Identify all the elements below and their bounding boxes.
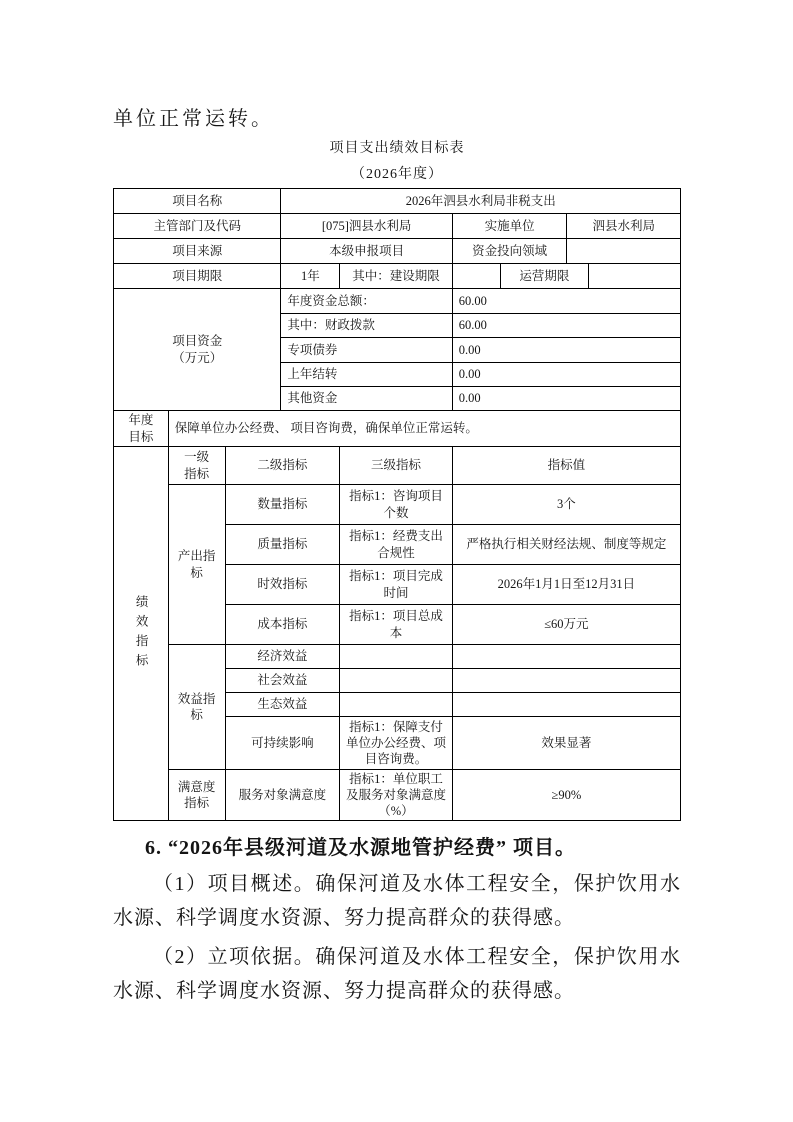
section6-paragraph-2: （2）立项依据。确保河道及水体工程安全，保护饮用水水源、科学调度水资源、努力提高群众的获得感。 [113, 946, 681, 1002]
row-project-period [114, 264, 680, 289]
indicators-header-row [169, 447, 680, 485]
fund-row-label: 其中：财政拨款 [281, 314, 452, 338]
fund-row [281, 289, 680, 314]
indicator-value [453, 693, 680, 717]
fund-row [281, 338, 680, 363]
indicators-side-label [114, 447, 169, 820]
section6-paragraph-1: （1）项目概述。确保河道及水体工程安全，保护饮用水水源、科学调度水资源、努力提高群众的获得感。 [113, 873, 681, 929]
impl-unit-label: 实施单位 [453, 214, 568, 239]
indicator-level2: 生态效益 [226, 693, 341, 717]
performance-target-table [113, 188, 681, 821]
indicator-row [226, 717, 680, 770]
project-name-value: 2026年泗县水利局非税支出 [281, 189, 680, 214]
indicator-row [226, 605, 680, 645]
build-period-value [453, 264, 501, 289]
fund-row-label: 专项债券 [281, 338, 452, 363]
indicator-row [226, 485, 680, 525]
row-annual-goal [114, 411, 680, 447]
indicator-level3: 指标1：项目总成本 [340, 605, 453, 645]
indicator-level3: 指标1：经费支出合规性 [340, 525, 453, 565]
indicator-level2: 社会效益 [226, 669, 341, 693]
project-source-label: 项目来源 [114, 239, 281, 264]
fund-row-value: 60.00 [453, 314, 680, 338]
period-label: 项目期限 [114, 264, 281, 289]
invest-field-label: 资金投向领域 [453, 239, 568, 264]
row-dept-code [114, 214, 680, 239]
section-indicators [114, 447, 680, 820]
project-source-value: 本级申报项目 [281, 239, 452, 264]
group-label: 满意度指标 [169, 770, 226, 820]
indicator-row [226, 669, 680, 693]
indicator-value: 2026年1月1日至12月31日 [453, 565, 680, 605]
dept-code-value: [075]泗县水利局 [281, 214, 452, 239]
indicator-row [226, 770, 680, 820]
funds-rows [281, 289, 680, 411]
indicator-row [226, 693, 680, 717]
group-label: 效益指标 [169, 645, 226, 770]
header-value: 指标值 [453, 447, 680, 485]
period-value: 1年 [281, 264, 340, 289]
group-rows [226, 485, 680, 645]
indicator-level2: 成本指标 [226, 605, 341, 645]
header-level1 [169, 447, 226, 485]
group-label: 产出指标 [169, 485, 226, 645]
indicator-value [453, 645, 680, 669]
indicator-level3 [340, 645, 453, 669]
operate-period-label: 运营期限 [501, 264, 590, 289]
indicator-row [226, 645, 680, 669]
indicator-level3: 指标1：单位职工及服务对象满意度（%） [340, 770, 453, 820]
indicator-value: 效果显著 [453, 717, 680, 770]
fund-row-label: 上年结转 [281, 363, 452, 387]
group-rows [226, 770, 680, 820]
fund-row-value: 0.00 [453, 387, 680, 411]
table-subtitle: （2026年度） [351, 167, 443, 182]
indicator-row [226, 565, 680, 605]
indicator-level2: 数量指标 [226, 485, 341, 525]
intro-paragraph: 单位正常运转。 [113, 108, 274, 130]
table-title: 项目支出绩效目标表 [329, 141, 465, 156]
header-level3: 三级指标 [340, 447, 453, 485]
group-rows [226, 645, 680, 770]
annual-goal-value: 保障单位办公经费、 项目咨询费，确保单位正常运转。 [169, 411, 680, 447]
fund-row-label: 其他资金 [281, 387, 452, 411]
indicator-level2: 服务对象满意度 [226, 770, 341, 820]
indicator-level2: 经济效益 [226, 645, 341, 669]
indicator-value: 3个 [453, 485, 680, 525]
fund-row [281, 314, 680, 338]
indicator-group-benefit [169, 645, 680, 770]
section6-heading: 6. “2026年县级河道及水源地管护经费” 项目。 [145, 837, 576, 859]
indicator-level3: 指标1：保障支付单位办公经费、项目咨询费。 [340, 717, 453, 770]
indicator-value [453, 669, 680, 693]
indicator-value: 严格执行相关财经法规、制度等规定 [453, 525, 680, 565]
header-level1-text: 一级指标 [184, 450, 210, 481]
row-project-name [114, 189, 680, 214]
indicator-value: ≤60万元 [453, 605, 680, 645]
project-name-label: 项目名称 [114, 189, 281, 214]
funds-label-text: 项目资金（万元） [172, 334, 223, 365]
indicator-level3: 指标1：咨询项目个数 [340, 485, 453, 525]
fund-row [281, 363, 680, 387]
indicators-side-label-text: 绩效指标 [134, 594, 149, 673]
invest-field-value [567, 239, 680, 264]
indicator-level2: 质量指标 [226, 525, 341, 565]
indicator-level3: 指标1：项目完成时间 [340, 565, 453, 605]
fund-row-value: 60.00 [453, 289, 680, 314]
indicator-level3 [340, 693, 453, 717]
indicator-row [226, 525, 680, 565]
fund-row [281, 387, 680, 411]
annual-goal-label [114, 411, 169, 447]
fund-row-value: 0.00 [453, 363, 680, 387]
indicator-value: ≥90% [551, 787, 582, 802]
operate-period-value [589, 264, 680, 289]
indicator-level2: 可持续影响 [226, 717, 341, 770]
funds-label [114, 289, 281, 411]
section-project-funds [114, 289, 680, 411]
indicators-main [169, 447, 680, 820]
annual-goal-label-text: 年度目标 [128, 413, 154, 444]
fund-row-value: 0.00 [453, 338, 680, 363]
dept-code-label: 主管部门及代码 [114, 214, 281, 239]
build-period-label: 其中：建设期限 [340, 264, 453, 289]
fund-row-label: 年度资金总额： [281, 289, 452, 314]
indicator-group-output [169, 485, 680, 645]
indicator-level3 [340, 669, 453, 693]
header-level2: 二级指标 [226, 447, 341, 485]
impl-unit-value: 泗县水利局 [567, 214, 680, 239]
indicator-group-satisfaction [169, 770, 680, 820]
row-project-source [114, 239, 680, 264]
indicator-level2: 时效指标 [226, 565, 341, 605]
